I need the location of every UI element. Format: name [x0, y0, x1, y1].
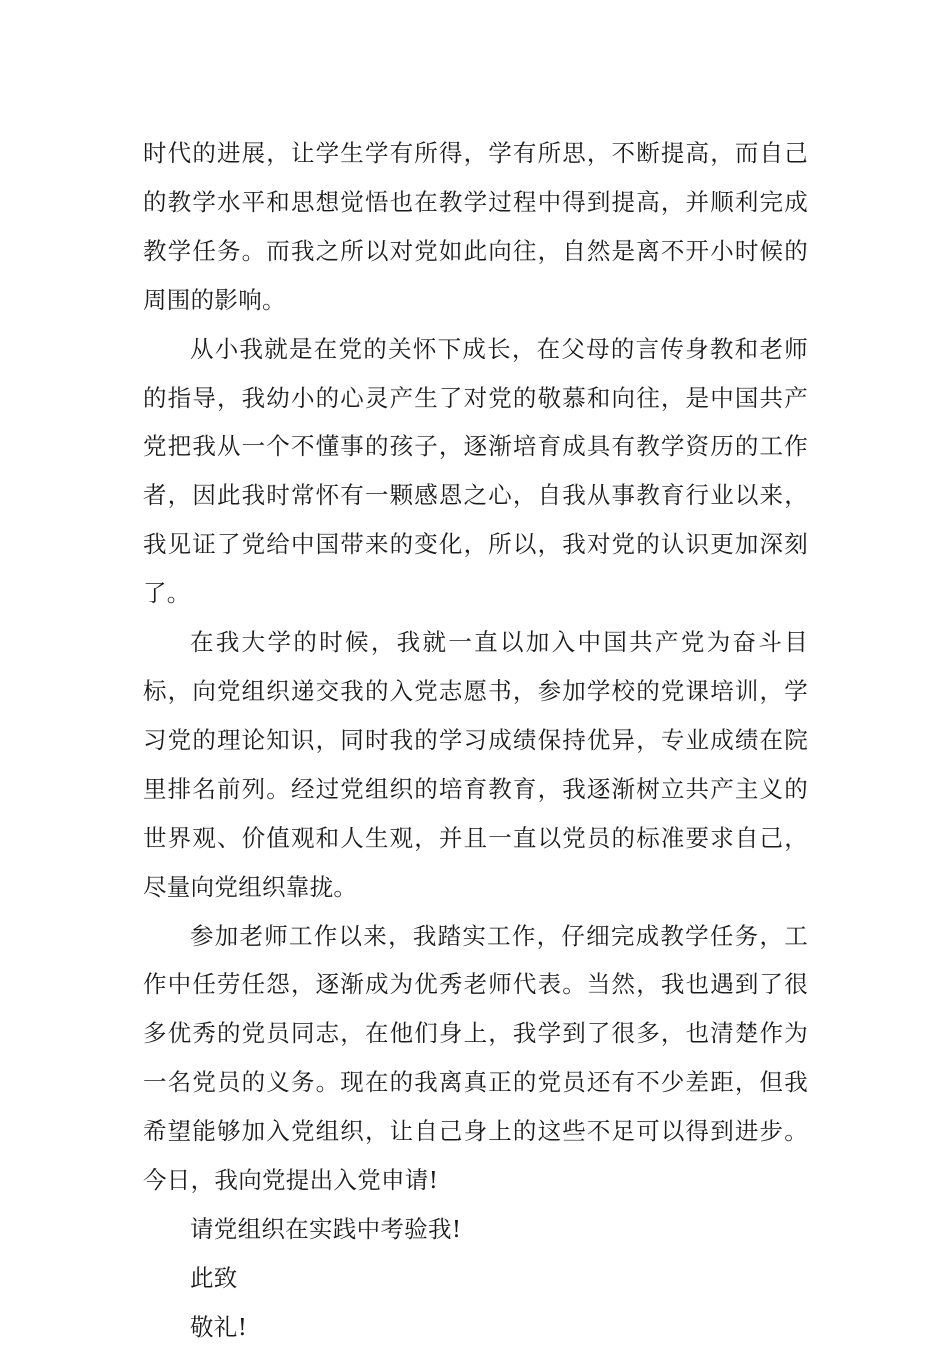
closing-salutation: 此致 [190, 1263, 238, 1292]
paragraph-childhood: 从小我就是在党的关怀下成长，在父母的言传身教和老师的指导，我幼小的心灵产生了对党的敬慕和向往，是中国共产党把我从一个不懂事的孩子，逐渐培育成具有教学资历的工作者，因此我时常怀有一颗感恩之心，自我从事教育行业以来，我见证了党给中国带来的变化，所以，我对党的认识更加深刻了。 [143, 334, 808, 608]
closing-request: 请党组织在实践中考验我! [190, 1214, 462, 1243]
closing-regards: 敬礼! [190, 1312, 248, 1341]
letter-body [143, 129, 808, 1352]
paragraph-university: 在我大学的时候，我就一直以加入中国共产党为奋斗目标，向党组织递交我的入党志愿书，参加学校的党课培训，学习党的理论知识，同时我的学习成绩保持优异，专业成绩在院里排名前列。经过党组织的培育教育，我逐渐树立共产主义的世界观、价值观和人生观，并且一直以党员的标准要求自己，尽量向党组织靠拢。 [143, 628, 808, 901]
paragraph-continuation: 时代的进展，让学生学有所得，学有所思，不断提高，而自己的教学水平和思想觉悟也在教学过程中得到提高，并顺利完成教学任务。而我之所以对党如此向往，自然是离不开小时候的周围的影响。 [143, 139, 808, 314]
paragraph-teaching-work: 参加老师工作以来，我踏实工作，仔细完成教学任务，工作中任劳任怨，逐渐成为优秀老师代表。当然，我也遇到了很多优秀的党员同志，在他们身上，我学到了很多，也清楚作为一名党员的义务。现在的我离真正的党员还有不少差距，但我希望能够加入党组织，让自己身上的这些不足可以得到进步。今日，我向党提出入党申请! [143, 921, 808, 1195]
